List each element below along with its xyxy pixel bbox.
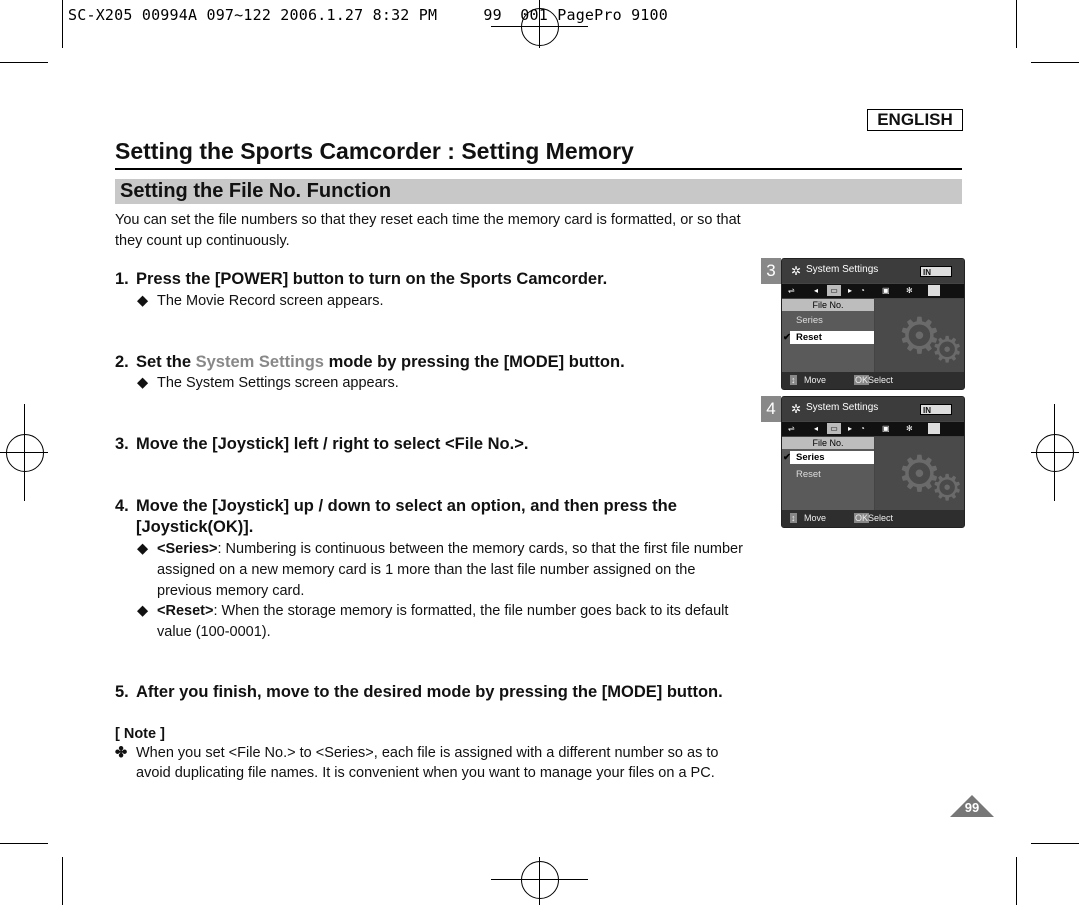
arrow-left-icon: ◂ bbox=[814, 286, 819, 295]
crop-mark bbox=[1016, 0, 1017, 48]
step-2-bullet: ◆ The System Settings screen appears. bbox=[137, 373, 752, 394]
move-key-icon: ↕ bbox=[791, 375, 796, 385]
page-title: Setting the Sports Camcorder : Setting Memory bbox=[115, 138, 634, 164]
menu-icon-row bbox=[782, 284, 964, 298]
setup-icon bbox=[928, 423, 940, 434]
crop-mark bbox=[0, 62, 48, 63]
footer-move: Move bbox=[804, 375, 827, 385]
settings-gear-icon: ✲ bbox=[791, 402, 802, 416]
screen-4-label: 4 bbox=[761, 396, 781, 422]
menu-label: File No. bbox=[782, 437, 874, 449]
note-title: [ Note ] bbox=[115, 726, 165, 742]
ok-key-icon: OK bbox=[855, 375, 869, 385]
option-series-selected[interactable]: ✔ Series bbox=[790, 451, 874, 464]
usb-icon: ⇌ bbox=[788, 286, 795, 295]
arrow-right-icon: ▸ bbox=[848, 424, 853, 433]
language-tab: ENGLISH bbox=[867, 109, 963, 131]
crop-mark bbox=[62, 0, 63, 48]
step-4-bullet-reset: ◆ <Reset>: When the storage memory is formatted, the file number goes back to its default value (100-0001). bbox=[137, 603, 729, 640]
sound-icon: ◔ bbox=[860, 286, 865, 295]
gear-icon: ⚙ bbox=[897, 308, 942, 364]
preview-pane bbox=[875, 299, 964, 372]
crop-mark bbox=[1031, 62, 1079, 63]
crop-mark bbox=[0, 843, 48, 844]
crop-mark bbox=[1031, 843, 1079, 844]
intro-paragraph: You can set the file numbers so that they reset each time the memory card is formatted, or so that they count up continuously. bbox=[115, 212, 741, 249]
screen-3 bbox=[781, 258, 965, 390]
brightness-icon: ✻ bbox=[906, 424, 913, 433]
screen-title: System Settings bbox=[806, 264, 879, 275]
diamond-bullet-icon: ◆ bbox=[137, 375, 149, 391]
step-2: 2. Set the System Settings mode by pressing the [MODE] button. bbox=[115, 353, 625, 371]
gear-icon: ⚙ bbox=[931, 329, 964, 370]
step-1-bullet: ◆ The Movie Record screen appears. bbox=[137, 291, 752, 312]
screen-footer bbox=[782, 510, 964, 527]
step-4: 4. Move the [Joystick] up / down to select an option, and then press the [Joystick(OK)]. bbox=[115, 497, 677, 536]
brightness-icon: ✻ bbox=[906, 286, 913, 295]
ok-key-icon: OK bbox=[855, 513, 869, 523]
check-icon: ✔ bbox=[783, 452, 791, 463]
memory-badge: IN bbox=[920, 404, 952, 415]
diamond-bullet-icon: ◆ bbox=[137, 293, 149, 309]
gear-icon: ⚙ bbox=[931, 467, 964, 508]
file-no-icon: ▭ bbox=[827, 423, 841, 434]
check-icon: ✔ bbox=[783, 332, 791, 343]
usb-icon: ⇌ bbox=[788, 424, 795, 433]
print-header: SC-X205 00994A 097~122 2006.1.27 8:32 PM 99 001 PagePro 9100 bbox=[68, 6, 668, 24]
note-symbol-icon: ✤ bbox=[115, 745, 128, 761]
menu-icon-row bbox=[782, 422, 964, 436]
step-5: 5. After you finish, move to the desired mode by pressing the [MODE] button. bbox=[115, 683, 723, 701]
arrow-left-icon: ◂ bbox=[814, 424, 819, 433]
preview-pane bbox=[875, 437, 964, 510]
footer-select: Select bbox=[868, 375, 894, 385]
page-number: 99 bbox=[964, 800, 980, 815]
screen-header bbox=[782, 397, 964, 421]
step-1: 1. Press the [POWER] button to turn on the Sports Camcorder. bbox=[115, 270, 608, 288]
section-title: Setting the File No. Function bbox=[120, 180, 392, 202]
screen-header bbox=[782, 259, 964, 283]
move-key-icon: ↕ bbox=[791, 513, 796, 523]
screen-footer bbox=[782, 372, 964, 389]
menu-label: File No. bbox=[782, 299, 874, 311]
crop-mark bbox=[1016, 857, 1017, 905]
screen-4 bbox=[781, 396, 965, 528]
file-no-icon: ▭ bbox=[827, 285, 841, 296]
crop-mark bbox=[62, 857, 63, 905]
display-icon: ▣ bbox=[882, 286, 890, 295]
display-icon: ▣ bbox=[882, 424, 890, 433]
option-reset-selected[interactable]: ✔ Reset bbox=[790, 331, 874, 344]
note-paragraph: ✤ When you set <File No.> to <Series>, each file is assigned with a different number so as to avoid duplicating file names. It is convenient when you want to manage your files on a PC. bbox=[115, 745, 719, 781]
option-reset[interactable]: Reset bbox=[796, 469, 821, 480]
settings-gear-icon: ✲ bbox=[791, 264, 802, 278]
step-3: 3. Move the [Joystick] left / right to select <File No.>. bbox=[115, 435, 529, 453]
option-series[interactable]: Series bbox=[796, 315, 823, 326]
diamond-bullet-icon: ◆ bbox=[137, 541, 149, 557]
screen-3-label: 3 bbox=[761, 258, 781, 284]
setup-icon bbox=[928, 285, 940, 296]
sound-icon: ◔ bbox=[860, 424, 865, 433]
arrow-right-icon: ▸ bbox=[848, 286, 853, 295]
memory-badge: IN bbox=[920, 266, 952, 277]
diamond-bullet-icon: ◆ bbox=[137, 603, 149, 619]
footer-select: Select bbox=[868, 513, 894, 523]
step-4-bullet-series: ◆ <Series>: Numbering is continuous between the memory cards, so that the first file number assigned on a new memory card is 1 more than the last file number assigned on the previous memory card. bbox=[137, 541, 743, 599]
screen-title: System Settings bbox=[806, 402, 879, 413]
gear-icon: ⚙ bbox=[897, 446, 942, 502]
highlight-system-settings: System Settings bbox=[195, 353, 324, 371]
title-rule bbox=[115, 168, 962, 170]
footer-move: Move bbox=[804, 513, 827, 523]
